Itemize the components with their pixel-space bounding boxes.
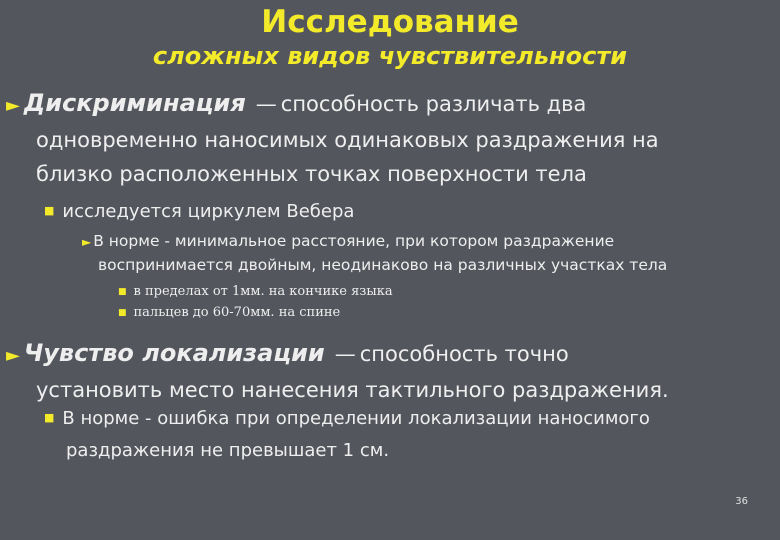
definition-text: одновременно наносимых одинаковых раздражения на bbox=[36, 128, 659, 152]
definition-text: способность различать два bbox=[280, 92, 587, 116]
square-bullet-icon: ■ bbox=[118, 308, 127, 318]
bullet-text: раздражения не превышает 1 см. bbox=[66, 440, 390, 461]
sub-bullet-norm-error bbox=[44, 404, 764, 466]
sub-bullet-weber bbox=[44, 198, 764, 228]
norm-text: В норме - минимальное расстояние, при котором раздражение bbox=[93, 232, 615, 250]
square-bullet-icon: ■ bbox=[118, 287, 127, 297]
square-bullet-icon: ■ bbox=[44, 204, 55, 217]
section-localization bbox=[6, 336, 766, 407]
bullet-text: исследуется циркулем Вебера bbox=[62, 201, 355, 222]
dash: — bbox=[334, 342, 356, 366]
term-discrimination: Дискриминация bbox=[23, 89, 246, 117]
definition-text: способность точно bbox=[359, 342, 569, 366]
square-bullet-icon: ■ bbox=[44, 411, 55, 424]
detail-list bbox=[118, 282, 718, 324]
list-item: ■ пальцев до 60-70мм. на спине bbox=[118, 305, 341, 320]
definition-text: установить место нанесения тактильного раздражения. bbox=[36, 378, 669, 402]
dash: — bbox=[255, 92, 277, 116]
term-localization: Чувство локализации bbox=[23, 339, 325, 367]
slide-subtitle: сложных видов чувствительности bbox=[152, 42, 628, 70]
norm-description bbox=[82, 230, 762, 277]
arrow-bullet-icon: ► bbox=[6, 95, 20, 116]
section-discrimination bbox=[6, 86, 766, 191]
page-number: 36 bbox=[735, 496, 748, 507]
arrow-bullet-icon: ► bbox=[6, 345, 20, 366]
list-item: ■ в пределах от 1мм. на кончике языка bbox=[118, 284, 393, 299]
slide-title: Исследование bbox=[261, 4, 519, 40]
bullet-text: В норме - ошибка при определении локализации наносимого bbox=[62, 408, 650, 429]
arrow-bullet-icon: ► bbox=[82, 235, 92, 249]
norm-text: воспринимается двойным, неодинаково на различных участках тела bbox=[98, 256, 668, 274]
definition-text: близко расположенных точках поверхности тела bbox=[36, 162, 587, 186]
